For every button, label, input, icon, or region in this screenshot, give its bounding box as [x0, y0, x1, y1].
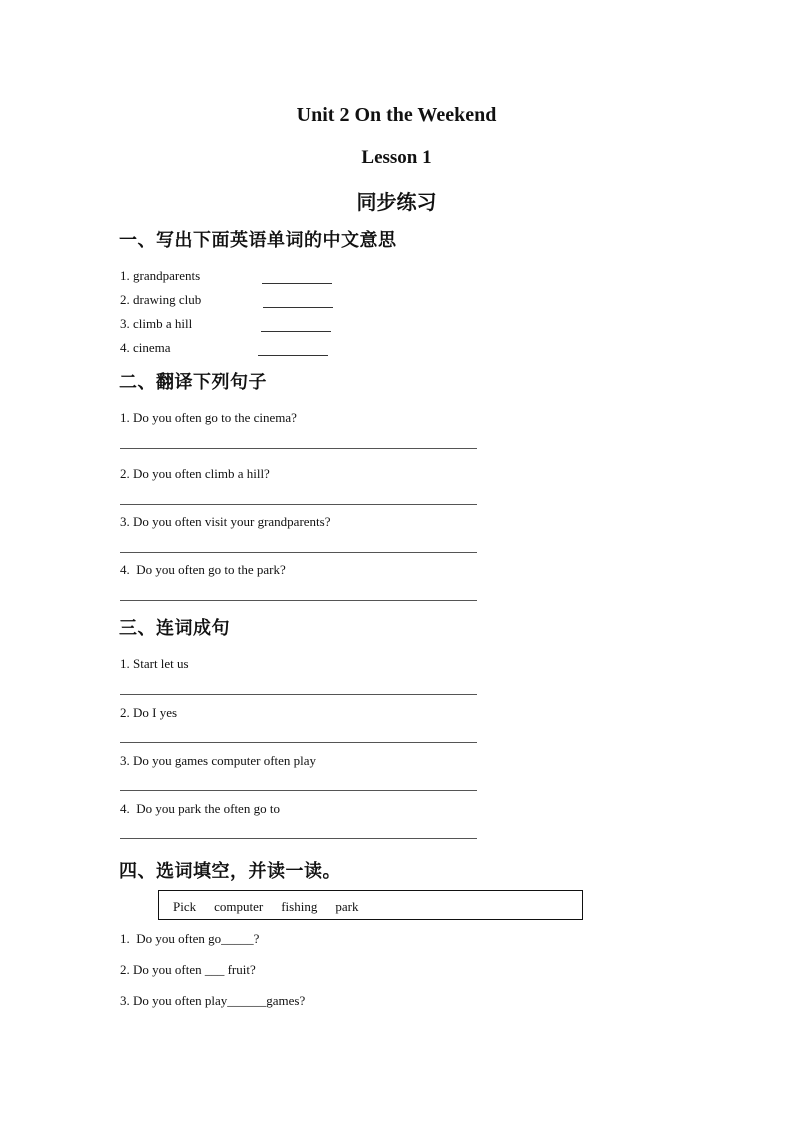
answer-line[interactable]	[120, 790, 477, 791]
answer-line[interactable]	[120, 600, 477, 601]
section-2-heading: 二、翻译下列句子	[119, 372, 267, 393]
fill-blank-item: 3. Do you often play______games?	[120, 993, 306, 1008]
word-bank-item: computer	[214, 899, 264, 914]
word-bank-item: Pick	[173, 899, 197, 914]
answer-blank[interactable]	[262, 283, 332, 284]
translate-item: 1. Do you often go to the cinema?	[120, 410, 297, 425]
answer-blank[interactable]	[261, 331, 331, 332]
translate-item: 2. Do you often climb a hill?	[120, 466, 270, 481]
word-bank-item: fishing	[281, 899, 318, 914]
answer-line[interactable]	[120, 694, 477, 695]
vocab-item: 4. cinema	[120, 340, 171, 355]
translate-item: 4. Do you often go to the park?	[120, 562, 286, 577]
reorder-item: 4. Do you park the often go to	[120, 801, 280, 816]
answer-blank[interactable]	[258, 355, 328, 356]
answer-line[interactable]	[120, 838, 477, 839]
reorder-item: 1. Start let us	[120, 656, 189, 671]
lesson-title: Lesson 1	[361, 147, 432, 168]
word-bank	[173, 899, 376, 915]
fill-blank-item: 1. Do you often go_____?	[120, 931, 260, 946]
answer-line[interactable]	[120, 552, 477, 553]
section-4-heading: 四、选词填空，并读一读。	[119, 861, 341, 882]
answer-line[interactable]	[120, 448, 477, 449]
answer-blank[interactable]	[263, 307, 333, 308]
word-bank-item: park	[335, 899, 359, 914]
unit-title: Unit 2 On the Weekend	[296, 104, 497, 126]
answer-line[interactable]	[120, 742, 477, 743]
fill-blank-item: 2. Do you often ___ fruit?	[120, 962, 256, 977]
section-1-heading: 一、写出下面英语单词的中文意思	[119, 230, 397, 251]
worksheet-subtitle: 同步练习	[356, 190, 437, 214]
answer-line[interactable]	[120, 504, 477, 505]
vocab-item: 3. climb a hill	[120, 316, 193, 331]
reorder-item: 2. Do I yes	[120, 705, 178, 720]
section-3-heading: 三、连词成句	[119, 618, 230, 639]
translate-item: 3. Do you often visit your grandparents?	[120, 514, 331, 529]
reorder-item: 3. Do you games computer often play	[120, 753, 317, 768]
vocab-item: 1. grandparents	[120, 268, 201, 283]
word-bank-box	[158, 890, 583, 920]
vocab-item: 2. drawing club	[120, 292, 202, 307]
